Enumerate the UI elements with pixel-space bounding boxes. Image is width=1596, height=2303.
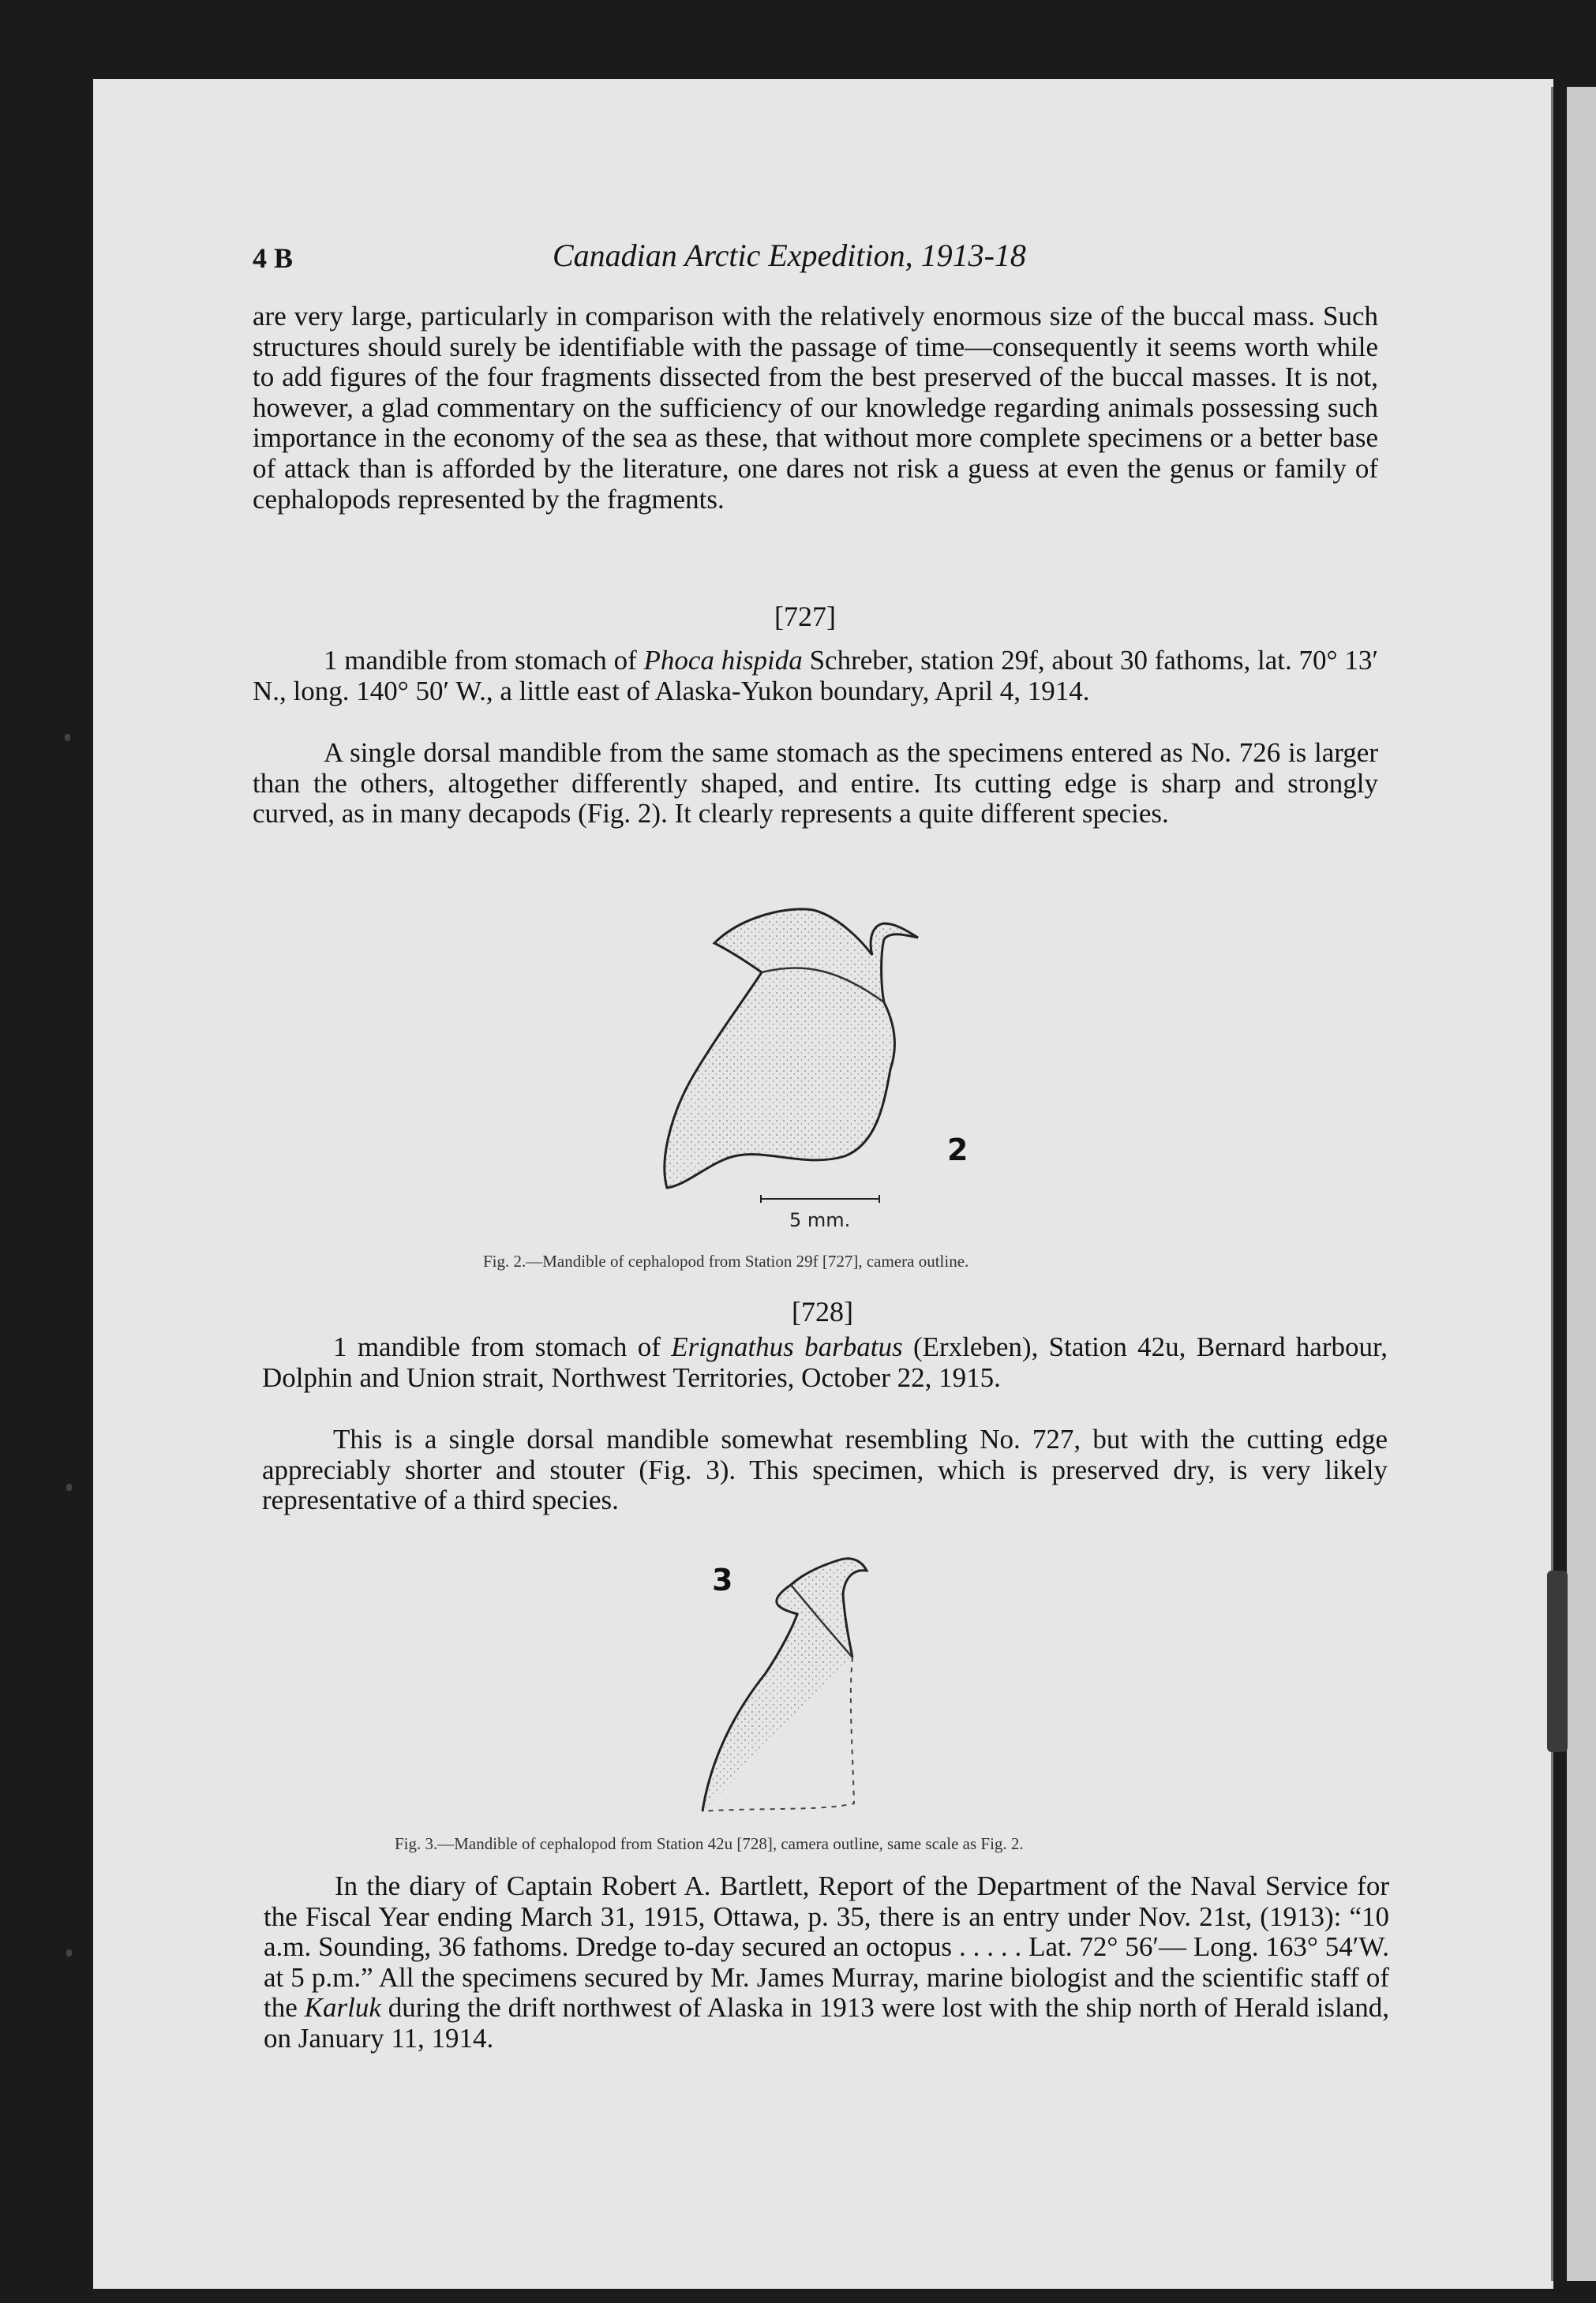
entry-728-description-paragraph: [262, 1425, 1388, 1516]
text-run: In the diary of Captain Robert A. Bartlett, Report of the Department of the Naval Service for the Fiscal Year ending March 31, 1915, Ottawa, p. 35, there is an entry under Nov. 21st, (1913): “10 a.m. Sounding, 36 fathoms. Dredge to-day secured an octopus . . . . . Lat. 72° 56′— Long. 163° 54′W. at 5 p.m.” All the specimens secured by Mr. James Murray, marine biologist and the scientific staff of the: [264, 1870, 1389, 2024]
text-run: Schreber, station 29f, about 30 fathoms, lat. 70° 13′ N., long. 140° 50′ W., a little east of Alaska-Yukon boundary, April 4, 1914.: [253, 645, 1378, 706]
page-number: 4 B: [253, 242, 294, 274]
text-run: 1 mandible from stomach of: [324, 645, 644, 676]
entry-727-description-paragraph: [253, 738, 1378, 829]
adjacent-page-edge: [1567, 87, 1596, 2281]
ship-name: Karluk: [304, 1992, 381, 2024]
fig2-outline: [665, 909, 918, 1188]
figure-3-mandible-drawing: [687, 1539, 955, 1823]
text-run: during the drift northwest of Alaska in 1913 were lost with the ship north of Herald island, on January 11, 1914.: [264, 1992, 1389, 2054]
figure-2-scale-label: 5 mm.: [789, 1209, 851, 1231]
text-run: This is a single dorsal mandible somewhat resembling No. 727, but with the cutting edge appreciably shorter and stouter (Fig. 3). This specimen, which is preserved dry, is very likely representative of a third species.: [262, 1424, 1388, 1516]
entry-number-728: [728]: [792, 1296, 853, 1328]
host-species-name: Erignathus barbatus: [671, 1331, 903, 1362]
entry-728-collection-paragraph: [262, 1332, 1388, 1393]
text-run: A single dorsal mandible from the same stomach as the specimens entered as No. 726 is larger than the others, altogether differently shaped, and entire. Its cutting edge is sharp and strongly curved, as in many decapods (Fig. 2). It clearly represents a quite different species.: [253, 737, 1378, 829]
entry-number-727: [727]: [774, 601, 836, 632]
text-run: (Erxleben), Station 42u, Bernard harbour, Dolphin and Union strait, Northwest Territories, October 22, 1915.: [262, 1331, 1388, 1393]
scan-speck: [65, 734, 70, 741]
text-run: 1 mandible from stomach of: [333, 1331, 672, 1362]
scan-speck: [66, 1484, 72, 1491]
entry-727-collection-paragraph: [253, 646, 1378, 706]
figure-2-number: 2: [947, 1133, 968, 1167]
running-head: [253, 237, 1389, 284]
page-gutter-line: [1551, 87, 1553, 2281]
host-species-name: Phoca hispida: [643, 645, 803, 676]
figure-3-number: 3: [712, 1563, 733, 1597]
figure-2-caption: Fig. 2.—Mandible of cephalopod from Station 29f [727], camera outline.: [483, 1252, 969, 1271]
binding-shadow: [1547, 1571, 1568, 1752]
intro-paragraph: are very large, particularly in comparison with the relatively enormous size of the buccal mass. Such structures should surely be identifiable with the passage of time—consequently it seems worth while to add figures of the four fragments dissected from the best preserved of the buccal masses. It is not, however, a glad commentary on the sufficiency of our knowledge regarding animals possessing such importance in the economy of the sea as these, that without more complete specimens or a better base of attack than is afforded by the literature, one dares not risk a guess at even the genus or family of cephalopods represented by the fragments.: [253, 301, 1378, 515]
figure-2-mandible-drawing: [647, 884, 995, 1231]
running-title: Canadian Arctic Expedition, 1913-18: [553, 238, 1026, 273]
fig3-outline: [702, 1559, 867, 1811]
figure-3-caption: Fig. 3.—Mandible of cephalopod from Station 42u [728], camera outline, same scale as Fig. 2.: [395, 1834, 1024, 1853]
scan-speck: [66, 1949, 72, 1957]
figure-2-scale-bar: [758, 1193, 884, 1204]
diary-paragraph: [264, 1871, 1389, 2054]
